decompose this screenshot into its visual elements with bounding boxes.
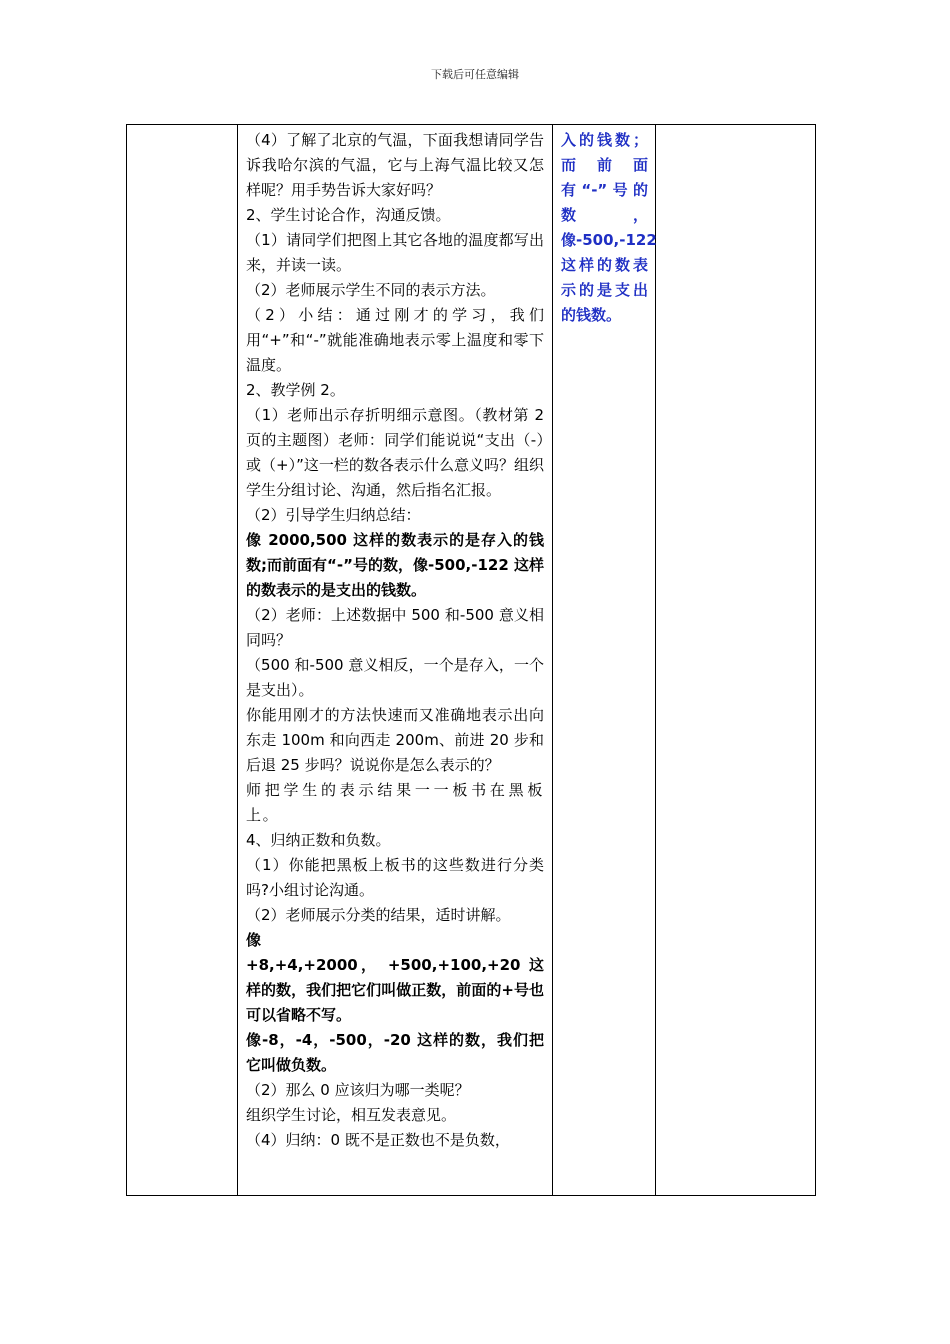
text-line: （2）老师：上述数据中 500 和-500 意义相同吗？ (246, 606, 544, 649)
text-line: （4）归纳：0 既不是正数也不是负数， (246, 1131, 510, 1149)
side-note: 入的钱数；而前面有“-”号的数，像-500,-122 这样的数表示的是支出的钱数。 (561, 131, 657, 324)
text-line: 2、学生讨论合作，沟通反馈。 (246, 206, 451, 224)
text-line: 像 (246, 931, 262, 949)
table-cell-side-note (553, 125, 656, 1196)
text-line: （500 和-500 意义相反，一个是存入，一个是支出）。 (246, 656, 544, 699)
text-line: （1）老师出示存折明细示意图。（教材第 2 页的主题图）老师：同学们能说说“支出（-）或（+）”这一栏的数各表示什么意义吗？组织学生分组讨论、沟通，然后指名汇报。 (246, 406, 544, 499)
text-line: （4）了解了北京的气温，下面我想请同学告诉我哈尔滨的气温，它与上海气温比较又怎样呢？用手势告诉大家好吗？ (246, 131, 544, 199)
text-line: 你能用刚才的方法快速而又准确地表示出向东走 100m 和向西走 200m、前进 20 步和后退 25 步吗？说说你是怎么表示的？ (246, 706, 544, 774)
text-line: 师把学生的表示结果一一板书在黑板上。 (246, 781, 544, 824)
text-line: 2、教学例 2。 (246, 381, 345, 399)
side-note-text (553, 125, 655, 328)
table-cell-blank-right (656, 125, 816, 1196)
text-line: （2）那么 0 应该归为哪一类呢？ (246, 1081, 470, 1099)
text-line: （2）老师展示学生不同的表示方法。 (246, 281, 496, 299)
text-line: 像-8，-4，-500，-20 这样的数，我们把它叫做负数。 (246, 1031, 544, 1074)
text-line: （1）你能把黑板上板书的这些数进行分类吗?小组讨论沟通。 (246, 856, 544, 899)
text-line: 组织学生讨论，相互发表意见。 (246, 1106, 457, 1124)
text-line: （2）引导学生归纳总结： (246, 506, 421, 524)
teaching-process-text (238, 125, 552, 1153)
text-line: （2）小结：通过刚才的学习，我们用“+”和“-”就能准确地表示零上温度和零下温度。 (246, 306, 544, 374)
text-line: 像 2000,500 这样的数表示的是存入的钱数;而前面有“-”号的数，像-500,-122 这样的数表示的是支出的钱数。 (246, 531, 544, 599)
text-line: （1）请同学们把图上其它各地的温度都写出来，并读一读。 (246, 231, 544, 274)
text-line: 4、归纳正数和负数。 (246, 831, 391, 849)
text-line: +8,+4,+2000， +500,+100,+20 这样的数，我们把它们叫做正数，前面的+号也可以省略不写。 (246, 956, 544, 1024)
lesson-table (126, 124, 816, 1196)
table-row (127, 125, 816, 1196)
table-cell-blank-left (127, 125, 238, 1196)
text-line: （2）老师展示分类的结果，适时讲解。 (246, 906, 511, 924)
table-cell-process (238, 125, 553, 1196)
page-header: 下载后可任意编辑 (431, 68, 519, 81)
